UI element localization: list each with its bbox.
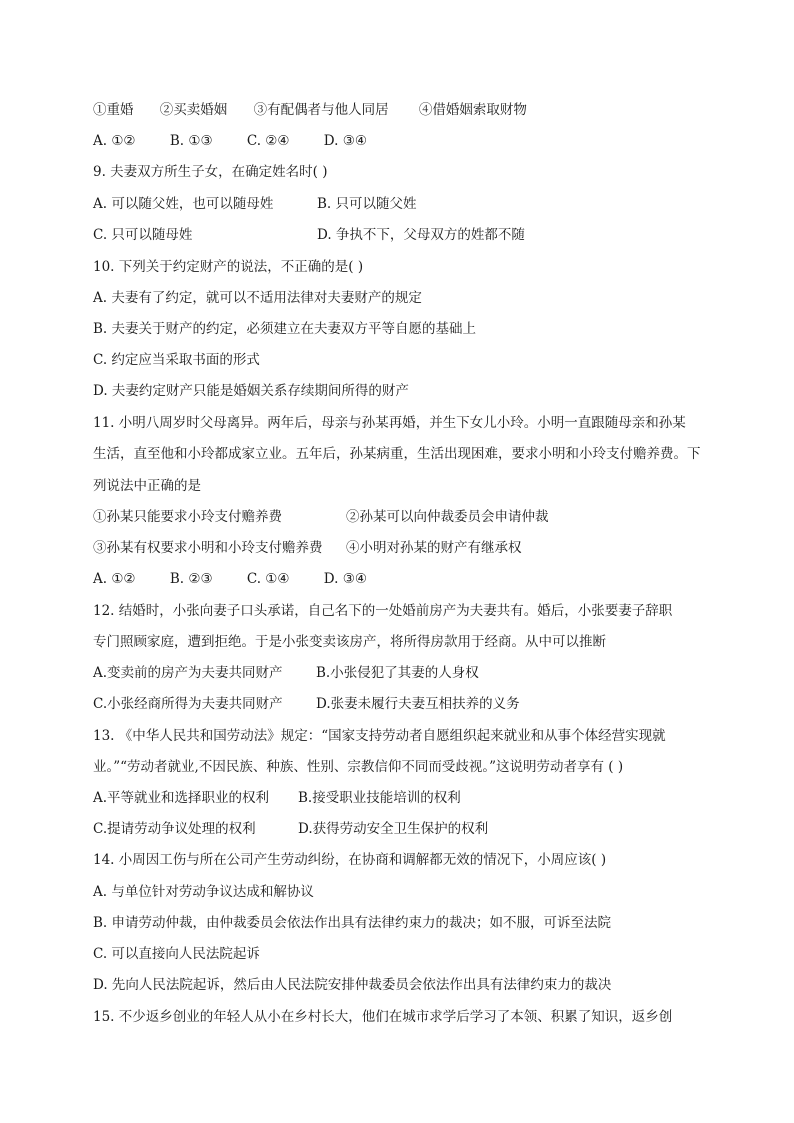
q9-option-b: B. 只可以随父姓: [317, 196, 417, 212]
q14-option-d: D. 先向人民法院起诉，然后由人民法院安排仲裁委员会依法作出具有法律约束力的裁决: [93, 977, 612, 993]
q11-stem-line-2: 生活，直至他和小玲都成家立业。五年后，孙某病重，生活出现困难，要求小明和小玲支付赡养费。下: [93, 446, 701, 462]
q11-stem-line-1: 11. 小明八周岁时父母离异。两年后，母亲与孙某再婚，并生下女儿小玲。小明一直跟随母亲和孙某: [93, 415, 686, 431]
q14-option-b: B. 申请劳动仲裁，由仲裁委员会依法作出具有法律约束力的裁决；如不服，可诉至法院: [93, 915, 612, 931]
q11-answer-d: D. ③④: [323, 571, 367, 587]
q8-answer-b: B. ①③: [169, 133, 213, 149]
q10-option-c: C. 约定应当采取书面的形式: [93, 352, 260, 368]
q13-option-b: B.接受职业技能培训的权利: [298, 790, 461, 806]
q11-statement-4: ④小明对孙某的财产有继承权: [346, 540, 522, 556]
q8-statement-2: ②买卖婚姻: [159, 102, 228, 118]
q10-option-a: A. 夫妻有了约定，就可以不适用法律对夫妻财产的规定: [93, 290, 422, 306]
q9-option-a: A. 可以随父姓，也可以随母姓: [93, 196, 274, 212]
q9-row-ab: [93, 194, 417, 214]
q12-option-b: B.小张侵犯了其妻的人身权: [316, 665, 479, 681]
q12-stem-line-2: 专门照顾家庭，遭到拒绝。于是小张变卖该房产，将所得房款用于经商。从中可以推断: [93, 634, 606, 650]
q12-row-cd: [93, 694, 520, 714]
q13-option-d: D.获得劳动安全卫生保护的权利: [298, 821, 489, 837]
q10-option-b: B. 夫妻关于财产的约定，必须建立在夫妻双方平等自愿的基础上: [93, 321, 477, 337]
q13-row-ab: [93, 788, 461, 808]
q11-answer-a: A. ①②: [93, 571, 136, 587]
q8-statement-4: ④借婚姻索取财物: [418, 102, 527, 118]
q10-stem: 10. 下列关于约定财产的说法，不正确的是( ): [93, 259, 364, 275]
q12-row-ab: [93, 663, 479, 683]
q11-statement-1: ①孙某只能要求小玲支付赡养费: [93, 509, 282, 525]
q11-statement-3: ③孙某有权要求小明和小玲支付赡养费: [93, 540, 323, 556]
q11-statements-row-1: [93, 507, 549, 527]
q11-statements-row-2: [93, 538, 522, 558]
q11-answer-c: C. ①④: [246, 571, 290, 587]
q8-answers: [93, 131, 367, 151]
q9-stem: 9. 夫妻双方所生子女，在确定姓名时( ): [93, 164, 328, 180]
q12-stem-line-1: 12. 结婚时，小张向妻子口头承诺，自己名下的一处婚前房产为夫妻共有。婚后，小张要妻子辞职: [93, 603, 673, 619]
q13-option-c: C.提请劳动争议处理的权利: [93, 821, 256, 837]
q11-answers: [93, 569, 367, 589]
q14-option-c: C. 可以直接向人民法院起诉: [93, 946, 260, 962]
q14-stem: 14. 小周因工伤与所在公司产生劳动纠纷，在协商和调解都无效的情况下，小周应该( ): [93, 852, 607, 868]
q8-statement-3: ③有配偶者与他人同居: [253, 102, 389, 118]
q15-stem-line-1: 15. 不少返乡创业的年轻人从小在乡村长大，他们在城市求学后学习了本领、积累了知识，返乡创: [93, 1009, 673, 1025]
q13-option-a: A.平等就业和选择职业的权利: [93, 790, 270, 806]
q10-option-d: D. 夫妻约定财产只能是婚姻关系存续期间所得的财产: [93, 383, 409, 399]
q8-answer-d: D. ③④: [323, 133, 367, 149]
q8-answer-a: A. ①②: [93, 133, 136, 149]
q8-statement-1: ①重婚: [93, 102, 134, 118]
q9-option-d: D. 争执不下，父母双方的姓都不随: [317, 227, 525, 243]
q11-statement-2: ②孙某可以向仲裁委员会申请仲裁: [346, 509, 549, 525]
q12-option-a: A.变卖前的房产为夫妻共同财产: [93, 665, 283, 681]
q8-statements: [93, 100, 527, 120]
q8-answer-c: C. ②④: [246, 133, 290, 149]
q14-option-a: A. 与单位针对劳动争议达成和解协议: [93, 884, 314, 900]
q12-option-d: D.张妻未履行夫妻互相扶养的义务: [316, 696, 520, 712]
q11-stem-line-3: 列说法中正确的是: [93, 478, 201, 494]
q13-stem-line-1: 13. 《中华人民共和国劳动法》规定：“国家支持劳动者自愿组织起来就业和从事个体经营实现就: [93, 728, 666, 744]
q9-row-cd: [93, 225, 525, 245]
q11-answer-b: B. ②③: [169, 571, 213, 587]
q13-stem-line-2: 业。”“劳动者就业,不因民族、种族、性别、宗教信仰不同而受歧视。”这说明劳动者享有 ( ): [93, 759, 624, 775]
q12-option-c: C.小张经商所得为夫妻共同财产: [93, 696, 283, 712]
q9-option-c: C. 只可以随母姓: [93, 227, 193, 243]
q13-row-cd: [93, 819, 489, 839]
